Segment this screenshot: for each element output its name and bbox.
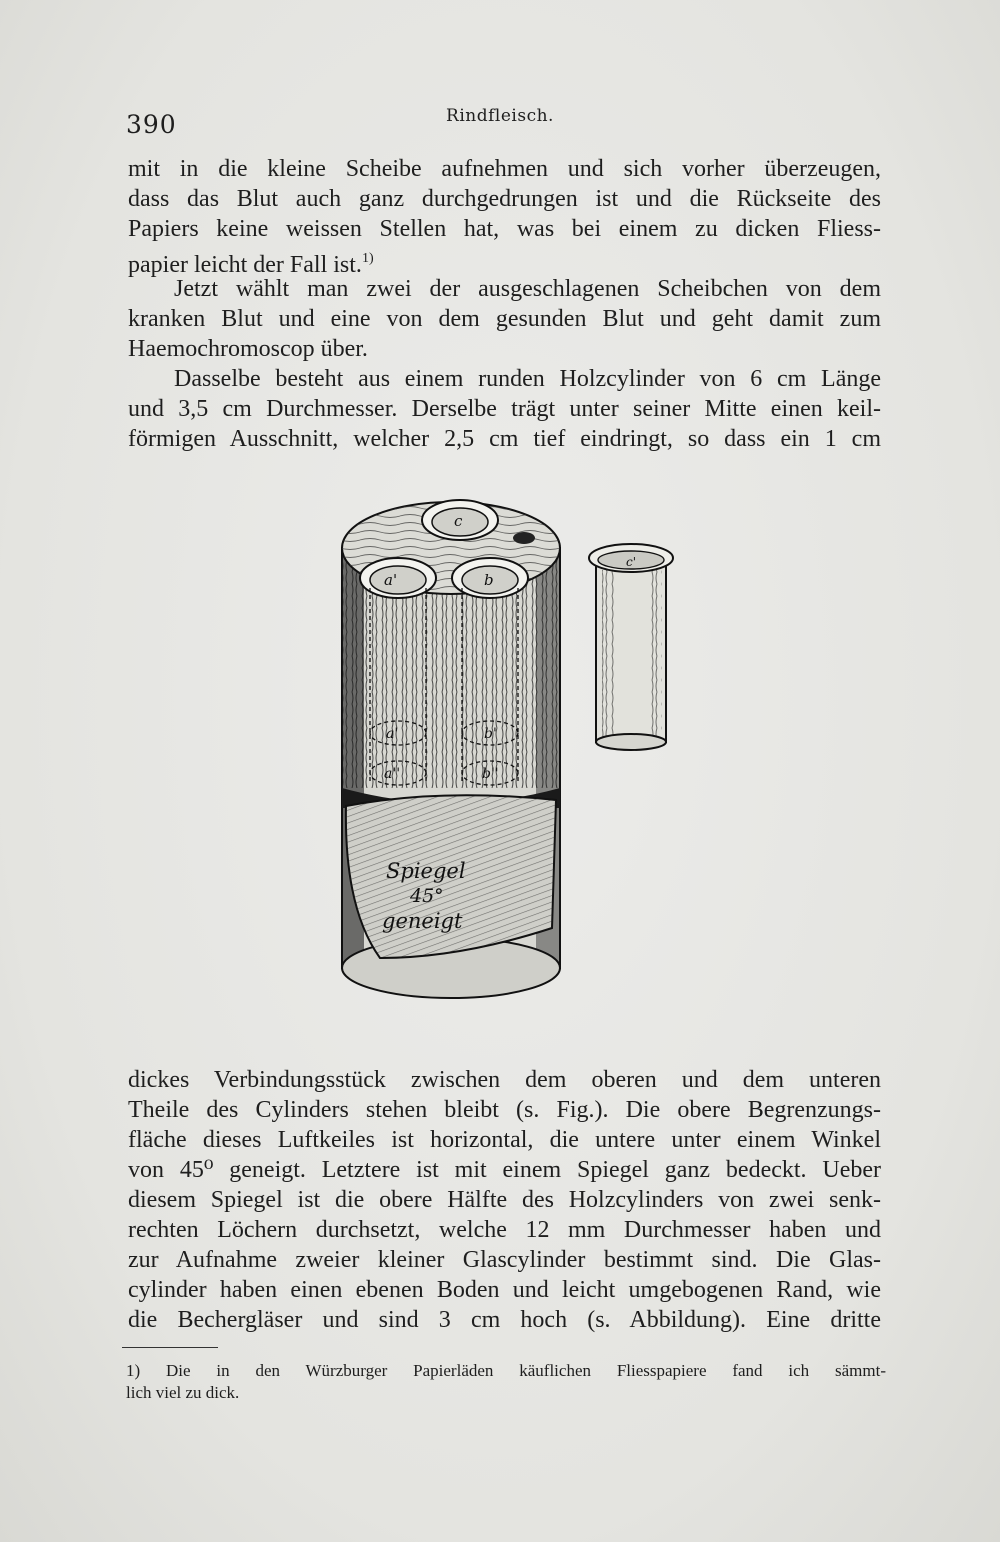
mirror-label-line2: 45°	[410, 885, 444, 907]
text-line-with-footnote	[128, 244, 881, 278]
text-line: cylinder haben einen ebenen Boden und leicht umgebogenen Rand, wie	[128, 1277, 881, 1303]
haemochromoscope-figure	[320, 488, 700, 1018]
hole-a	[360, 558, 436, 598]
text-line: förmigen Ausschnitt, welcher 2,5 cm tief eindringt, so dass ein 1 cm	[128, 426, 881, 452]
text-line: Jetzt wählt man zwei der ausgeschlagenen Scheibchen von dem	[174, 276, 881, 302]
mirror-label-line1: Spiegel	[386, 859, 466, 883]
label-a2: a''	[384, 766, 401, 782]
text-line: rechten Löchern durchsetzt, welche 12 mm Durchmesser haben und	[128, 1217, 881, 1243]
text-line: Papiers keine weissen Stellen hat, was bei einem zu dicken Fliess-	[128, 216, 881, 242]
body-text-bottom	[128, 1065, 881, 1335]
body-text-top	[128, 154, 881, 454]
footnote-reference: 1)	[361, 251, 374, 266]
label-a1: a'	[386, 726, 399, 742]
text-line: mit in die kleine Scheibe aufnehmen und sich vorher überzeugen,	[128, 156, 881, 182]
label-b2: b''	[482, 766, 499, 782]
small-hole	[513, 532, 535, 544]
text-line: papier leicht der Fall ist.	[128, 252, 362, 278]
hole-c	[422, 500, 498, 540]
label-b1: b'	[484, 726, 497, 742]
footnote	[126, 1360, 886, 1404]
label-b: b	[484, 571, 494, 589]
running-head: Rindfleisch.	[446, 106, 554, 126]
footnote-line: 1) Die in den Würzburger Papierläden käuflichen Fliesspapiere fand ich sämmt-	[126, 1361, 886, 1380]
glass-tube	[589, 544, 673, 750]
text-line: Haemochromoscop über.	[128, 336, 368, 362]
text-line: diesem Spiegel ist die obere Hälfte des Holzcylinders von zwei senk-	[128, 1187, 881, 1213]
label-c: c	[454, 512, 463, 530]
text-line: fläche dieses Luftkeiles ist horizontal, die untere unter einem Winkel	[128, 1127, 881, 1153]
text-line: und 3,5 cm Durchmesser. Derselbe trägt unter seiner Mitte einen keil-	[128, 396, 881, 422]
mirror-label-line3: geneigt	[382, 909, 463, 933]
text-line: dass das Blut auch ganz durchgedrungen ist und die Rückseite des	[128, 186, 881, 212]
label-tube: c'	[626, 555, 637, 569]
footnote-line: lich viel zu dick.	[126, 1383, 240, 1402]
footnote-rule	[122, 1347, 218, 1348]
text-line: Theile des Cylinders stehen bleibt (s. Fig.). Die obere Begrenzungs-	[128, 1097, 881, 1123]
hole-b	[452, 558, 528, 598]
text-line: Dasselbe besteht aus einem runden Holzcylinder von 6 cm Länge	[174, 366, 881, 392]
page-number: 390	[126, 110, 177, 139]
text-line: die Bechergläser und sind 3 cm hoch (s. Abbildung). Eine dritte	[128, 1307, 881, 1333]
label-a: a'	[384, 571, 398, 589]
text-line: von 45⁰ geneigt. Letztere ist mit einem Spiegel ganz bedeckt. Ueber	[128, 1157, 881, 1183]
text-line: kranken Blut und eine von dem gesunden Blut und geht damit zum	[128, 306, 881, 332]
text-line: zur Aufnahme zweier kleiner Glascylinder bestimmt sind. Die Glas-	[128, 1247, 881, 1273]
text-line: dickes Verbindungsstück zwischen dem oberen und dem unteren	[128, 1067, 881, 1093]
